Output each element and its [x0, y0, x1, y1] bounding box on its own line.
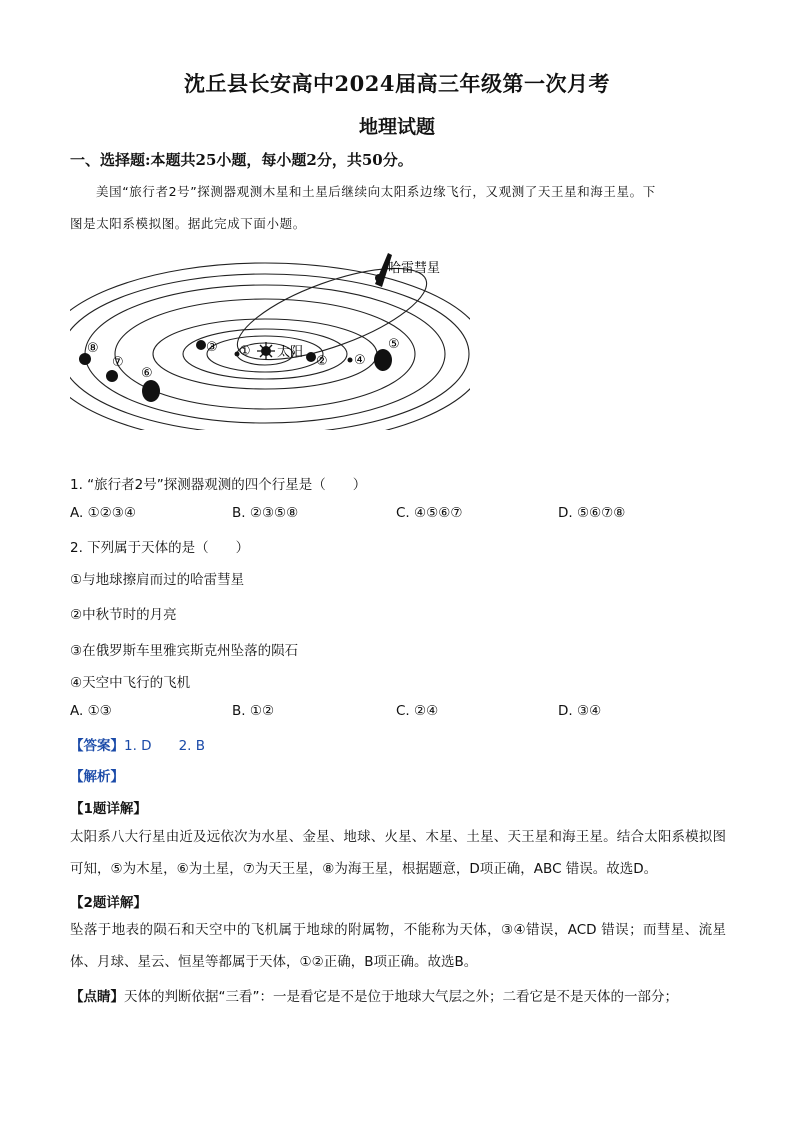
solar-system-diagram	[70, 250, 470, 430]
detail-1-text: 太阳系八大行星由近及远依次为水星、金星、地球、火星、木星、土星、天王星和海王星。结合太阳系模拟图可知，⑤为木星，⑥为土星，⑦为天王星，⑧为海王星，根据题意，D项正确，ABC 错误。故选D。	[70, 829, 726, 877]
planet-4	[348, 358, 353, 363]
q2-option-b: B. ①②	[232, 703, 275, 719]
planet-label-2: ②	[316, 354, 328, 369]
exam-title: 沈丘县长安高中2024届高三年级第一次月考	[184, 71, 610, 96]
intro-line-2: 图是太阳系模拟图。据此完成下面小题。	[70, 216, 306, 231]
planet-label-7: ⑦	[112, 355, 124, 370]
q2-item-4: ④天空中飞行的飞机	[70, 675, 191, 691]
question-intro	[70, 176, 720, 240]
q1-option-d: D. ⑤⑥⑦⑧	[558, 505, 626, 521]
q1-option-c: C. ④⑤⑥⑦	[396, 505, 463, 521]
detail-1-tag: 【1题详解】	[70, 801, 147, 817]
answer-value: 1. D 2. B	[124, 738, 205, 754]
detail-2-text: 坠落于地表的陨石和天空中的飞机属于地球的附属物，不能称为天体，③④错误，ACD 错误；而彗星、流星体、月球、星云、恒星等都属于天体，①②正确，B项正确。故选B。	[70, 922, 726, 970]
sun-icon	[257, 342, 275, 360]
planet-label-6: ⑥	[141, 366, 153, 381]
tip-text: 天体的判断依据“三看”：一是看它是不是位于地球大气层之外；二看它是不是天体的一部分；	[124, 989, 678, 1005]
detail-2-tag: 【2题详解】	[70, 895, 147, 911]
q2-item-3: ③在俄罗斯车里雅宾斯克州坠落的陨石	[70, 643, 299, 659]
planet-3	[196, 340, 206, 350]
planet-label-4: ④	[354, 353, 366, 368]
q1-option-b: B. ②③⑤⑧	[232, 505, 299, 521]
planet-label-8: ⑧	[87, 341, 99, 356]
tip-tag: 【点睛】	[70, 989, 124, 1005]
planet-2	[306, 352, 316, 362]
answer-line	[70, 734, 205, 754]
planet-6	[142, 380, 160, 402]
planet-5	[374, 349, 392, 371]
q1-option-a: A. ①②③④	[70, 505, 136, 521]
planet-label-5: ⑤	[388, 337, 400, 352]
q2-option-c: C. ②④	[396, 703, 439, 719]
q2-option-a: A. ①③	[70, 703, 112, 719]
planet-label-3: ③	[206, 340, 218, 355]
q2-option-d: D. ③④	[558, 703, 602, 719]
planet-7	[106, 370, 118, 382]
tip-line	[70, 985, 678, 1005]
intro-line-1: 美国“旅行者2号”探测器观测木星和土星后继续向太阳系边缘飞行，又观测了天王星和海王星。下	[96, 184, 656, 199]
answer-tag: 【答案】	[70, 738, 124, 754]
question-2-stem: 2. 下列属于天体的是（ ）	[70, 540, 250, 556]
comet-label: 哈雷彗星	[388, 261, 441, 276]
q2-item-1: ①与地球擦肩而过的哈雷彗星	[70, 572, 245, 588]
planet-label-1: ①	[239, 344, 251, 359]
question-1-stem: 1. “旅行者2号”探测器观测的四个行星是（ ）	[70, 477, 367, 493]
exam-subtitle: 地理试题	[358, 116, 435, 138]
q2-item-2: ②中秋节时的月亮	[70, 607, 177, 623]
sun-label: 太阳	[277, 345, 304, 360]
section-heading: 一、选择题:本题共25小题，每小题2分，共50分。	[70, 151, 413, 169]
analysis-tag: 【解析】	[70, 769, 124, 785]
